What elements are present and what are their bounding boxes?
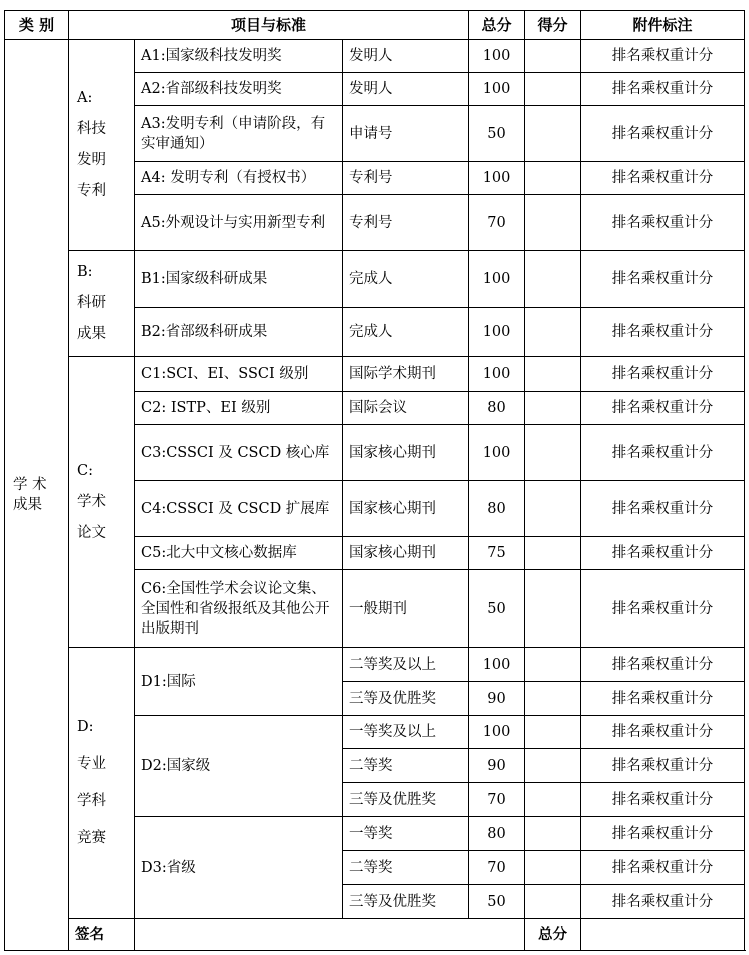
item-cell: B2:省部级科研成果	[135, 308, 343, 357]
item-cell: A3:发明专利（申请阶段，有实审通知）	[135, 106, 343, 162]
standard-cell: 完成人	[343, 308, 469, 357]
score-input-cell[interactable]	[525, 195, 581, 251]
note-cell: 排名乘权重计分	[581, 251, 745, 308]
score-input-cell[interactable]	[525, 40, 581, 73]
main-category-label: 学 术 成果	[13, 477, 47, 513]
note-cell: 排名乘权重计分	[581, 817, 745, 851]
standard-cell: 国家核心期刊	[343, 425, 469, 481]
score-input-cell[interactable]	[525, 570, 581, 648]
total-cell: 80	[469, 481, 525, 537]
group-b-label: B: 科研 成果	[77, 264, 106, 342]
group-d-label: D: 专业 学科 竞赛	[77, 719, 106, 846]
group-b-cell	[69, 251, 135, 357]
table-row	[5, 40, 745, 73]
score-input-cell[interactable]	[525, 308, 581, 357]
score-input-cell[interactable]	[525, 537, 581, 570]
standard-cell: 国家核心期刊	[343, 481, 469, 537]
standard-cell: 国家核心期刊	[343, 537, 469, 570]
note-cell: 排名乘权重计分	[581, 537, 745, 570]
score-input-cell[interactable]	[525, 425, 581, 481]
standard-cell: 完成人	[343, 251, 469, 308]
item-cell: A4: 发明专利（有授权书）	[135, 162, 343, 195]
standard-cell: 发明人	[343, 40, 469, 73]
total-cell: 70	[469, 851, 525, 885]
table-row	[5, 648, 745, 682]
score-input-cell[interactable]	[525, 481, 581, 537]
score-input-cell[interactable]	[525, 716, 581, 749]
item-cell: A1:国家级科技发明奖	[135, 40, 343, 73]
footer-total-input-cell[interactable]	[581, 919, 745, 951]
note-cell: 排名乘权重计分	[581, 851, 745, 885]
standard-cell: 三等及优胜奖	[343, 783, 469, 817]
score-input-cell[interactable]	[525, 885, 581, 919]
score-input-cell[interactable]	[525, 106, 581, 162]
item-cell: C1:SCI、EI、SSCI 级别	[135, 357, 343, 392]
total-cell: 100	[469, 648, 525, 682]
total-cell: 100	[469, 357, 525, 392]
standard-cell: 专利号	[343, 162, 469, 195]
note-cell: 排名乘权重计分	[581, 749, 745, 783]
note-cell: 排名乘权重计分	[581, 481, 745, 537]
standard-cell: 申请号	[343, 106, 469, 162]
standard-cell: 二等奖	[343, 851, 469, 885]
item-cell: A2:省部级科技发明奖	[135, 73, 343, 106]
total-cell: 100	[469, 251, 525, 308]
standard-cell: 国际学术期刊	[343, 357, 469, 392]
header-category: 类 别	[5, 11, 69, 40]
score-input-cell[interactable]	[525, 851, 581, 885]
sign-input-cell[interactable]	[135, 919, 525, 951]
total-cell: 100	[469, 162, 525, 195]
standard-cell: 三等及优胜奖	[343, 682, 469, 716]
note-cell: 排名乘权重计分	[581, 106, 745, 162]
footer-row	[5, 919, 745, 951]
score-input-cell[interactable]	[525, 251, 581, 308]
total-cell: 80	[469, 817, 525, 851]
item-cell: C6:全国性学术会议论文集、全国性和省级报纸及其他公开出版期刊	[135, 570, 343, 648]
note-cell: 排名乘权重计分	[581, 162, 745, 195]
note-cell: 排名乘权重计分	[581, 195, 745, 251]
item-cell: B1:国家级科研成果	[135, 251, 343, 308]
score-input-cell[interactable]	[525, 682, 581, 716]
total-cell: 70	[469, 195, 525, 251]
note-cell: 排名乘权重计分	[581, 885, 745, 919]
standard-cell: 一等奖	[343, 817, 469, 851]
note-cell: 排名乘权重计分	[581, 783, 745, 817]
score-input-cell[interactable]	[525, 357, 581, 392]
note-cell: 排名乘权重计分	[581, 425, 745, 481]
group-a-label: A: 科技 发明 专利	[77, 90, 106, 199]
score-table	[4, 10, 745, 951]
note-cell: 排名乘权重计分	[581, 40, 745, 73]
total-cell: 100	[469, 716, 525, 749]
score-input-cell[interactable]	[525, 162, 581, 195]
group-d-cell	[69, 648, 135, 919]
table-row	[5, 357, 745, 392]
note-cell: 排名乘权重计分	[581, 392, 745, 425]
header-items-standard: 项目与标准	[69, 11, 469, 40]
total-cell: 100	[469, 425, 525, 481]
item-cell: D2:国家级	[135, 716, 343, 817]
note-cell: 排名乘权重计分	[581, 682, 745, 716]
total-cell: 70	[469, 783, 525, 817]
item-cell: C3:CSSCI 及 CSCD 核心库	[135, 425, 343, 481]
total-cell: 75	[469, 537, 525, 570]
group-a-cell	[69, 40, 135, 251]
header-score: 得分	[525, 11, 581, 40]
total-cell: 100	[469, 308, 525, 357]
item-cell: D3:省级	[135, 817, 343, 919]
header-note: 附件标注	[581, 11, 745, 40]
note-cell: 排名乘权重计分	[581, 73, 745, 106]
standard-cell: 二等奖	[343, 749, 469, 783]
standard-cell: 国际会议	[343, 392, 469, 425]
note-cell: 排名乘权重计分	[581, 570, 745, 648]
item-cell: C2: ISTP、EI 级别	[135, 392, 343, 425]
score-input-cell[interactable]	[525, 73, 581, 106]
score-input-cell[interactable]	[525, 817, 581, 851]
note-cell: 排名乘权重计分	[581, 648, 745, 682]
item-cell: C5:北大中文核心数据库	[135, 537, 343, 570]
note-cell: 排名乘权重计分	[581, 308, 745, 357]
item-cell: A5:外观设计与实用新型专利	[135, 195, 343, 251]
item-cell: D1:国际	[135, 648, 343, 716]
standard-cell: 一般期刊	[343, 570, 469, 648]
standard-cell: 一等奖及以上	[343, 716, 469, 749]
total-cell: 50	[469, 106, 525, 162]
group-c-label: C: 学术 论文	[77, 462, 106, 541]
footer-total-label: 总分	[525, 919, 581, 951]
table-row	[5, 251, 745, 308]
note-cell: 排名乘权重计分	[581, 357, 745, 392]
score-input-cell[interactable]	[525, 392, 581, 425]
standard-cell: 发明人	[343, 73, 469, 106]
total-cell: 50	[469, 570, 525, 648]
group-c-cell	[69, 357, 135, 648]
header-row	[5, 11, 745, 40]
total-cell: 50	[469, 885, 525, 919]
total-cell: 100	[469, 40, 525, 73]
item-cell: C4:CSSCI 及 CSCD 扩展库	[135, 481, 343, 537]
total-cell: 90	[469, 682, 525, 716]
score-input-cell[interactable]	[525, 783, 581, 817]
total-cell: 90	[469, 749, 525, 783]
total-cell: 80	[469, 392, 525, 425]
sign-label: 签名	[69, 919, 135, 951]
standard-cell: 专利号	[343, 195, 469, 251]
standard-cell: 三等及优胜奖	[343, 885, 469, 919]
score-input-cell[interactable]	[525, 749, 581, 783]
note-cell: 排名乘权重计分	[581, 716, 745, 749]
standard-cell: 二等奖及以上	[343, 648, 469, 682]
header-total: 总分	[469, 11, 525, 40]
main-category-cell	[5, 40, 69, 951]
score-input-cell[interactable]	[525, 648, 581, 682]
total-cell: 100	[469, 73, 525, 106]
